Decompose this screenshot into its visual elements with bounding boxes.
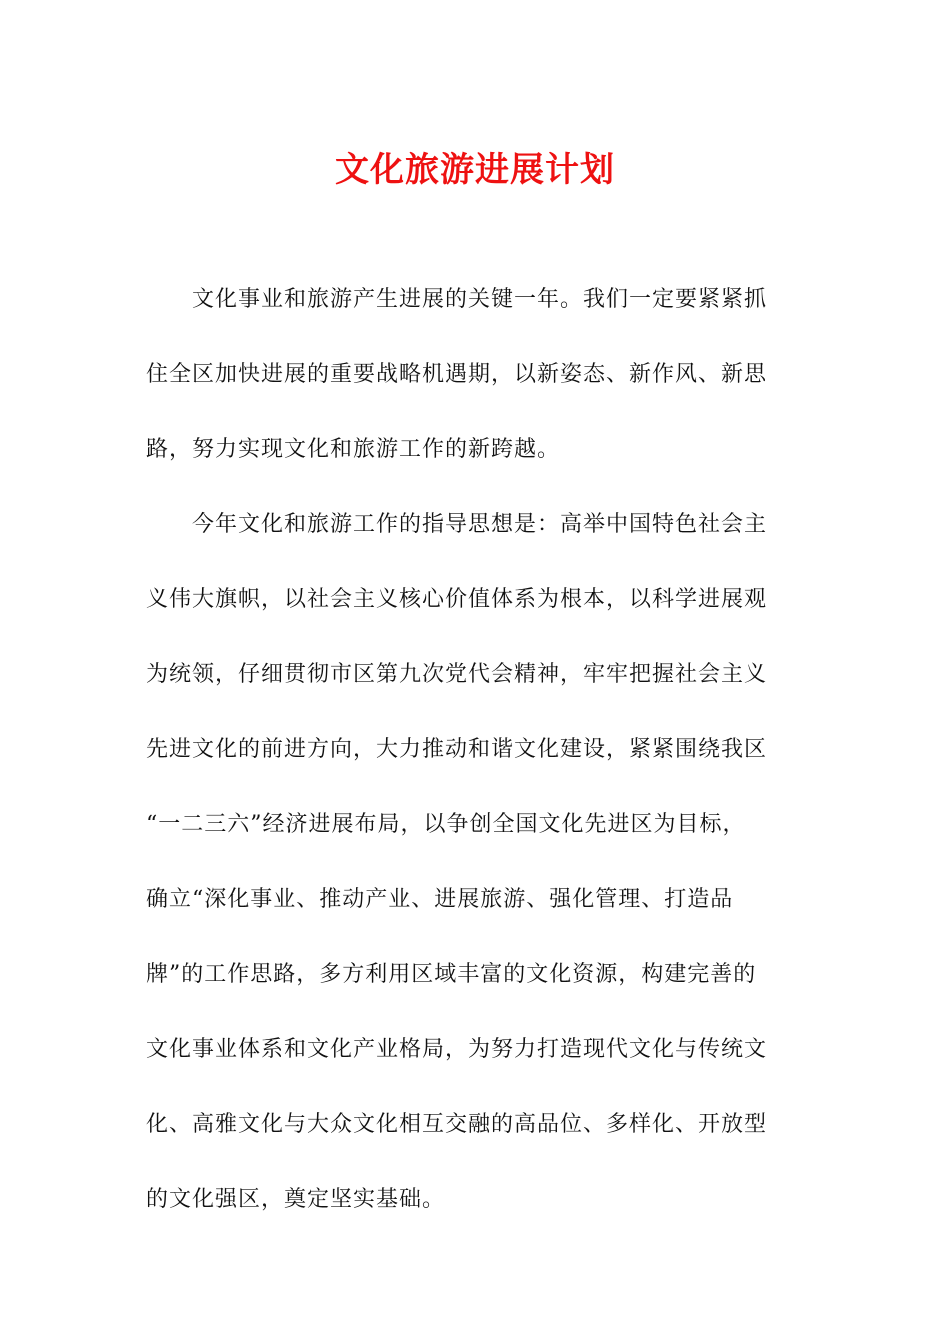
paragraph-line: 牌”的工作思路，多方利用区域丰富的文化资源，构建完善的 <box>146 962 757 987</box>
paragraph-line: “一二三六”经济进展布局，以争创全国文化先进区为目标， <box>146 812 746 837</box>
paragraph-2 <box>146 505 796 1212</box>
paragraph-line: 的文化强区，奠定坚实基础。 <box>146 1187 446 1212</box>
paragraph-line: 今年文化和旅游工作的指导思想是：高举中国特色社会主 <box>192 512 768 537</box>
paragraph-1 <box>146 280 796 480</box>
paragraph-line: 义伟大旗帜，以社会主义核心价值体系为根本，以科学进展观 <box>146 587 768 612</box>
paragraph-line: 文化事业和旅游产生进展的关键一年。我们一定要紧紧抓 <box>192 287 768 312</box>
paragraph-line: 为统领，仔细贯彻市区第九次党代会精神，牢牢把握社会主义 <box>146 662 768 687</box>
paragraph-line: 先进文化的前进方向，大力推动和谐文化建设，紧紧围绕我区 <box>146 737 768 762</box>
paragraph-line: 确立“深化事业、推动产业、进展旅游、强化管理、打造品 <box>146 887 734 912</box>
document-title: 文化旅游进展计划 <box>335 150 615 190</box>
paragraph-line: 路，努力实现文化和旅游工作的新跨越。 <box>146 437 561 462</box>
paragraph-line: 化、高雅文化与大众文化相互交融的高品位、多样化、开放型 <box>146 1112 768 1137</box>
paragraph-line: 文化事业体系和文化产业格局，为努力打造现代文化与传统文 <box>146 1037 768 1062</box>
paragraph-line: 住全区加快进展的重要战略机遇期，以新姿态、新作风、新思 <box>146 362 768 387</box>
